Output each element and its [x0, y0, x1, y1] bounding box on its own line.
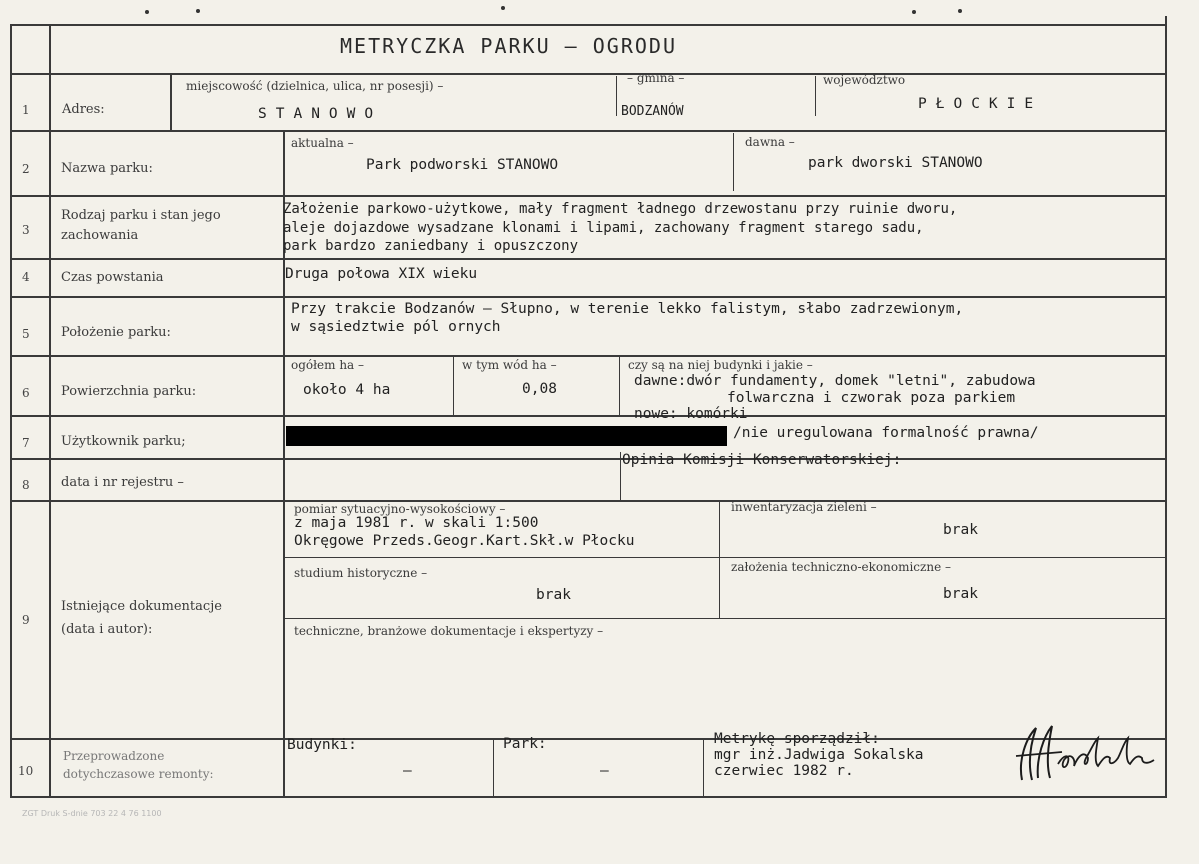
locality-value: STANOWO	[258, 106, 383, 122]
row-divider	[10, 415, 1167, 417]
form-title: METRYCZKA PARKU – OGRODU	[340, 34, 677, 58]
row-divider	[10, 355, 1167, 357]
row-number-7: 7	[22, 436, 30, 450]
row-number-10: 10	[18, 764, 34, 778]
park-type-text-line3: park bardzo zaniedbany i opuszczony	[283, 238, 579, 254]
survey-text-line2: Okręgowe Przeds.Geogr.Kart.Skł.w Płocku	[294, 533, 635, 549]
scan-mark	[145, 10, 149, 14]
renovations-label-line2: dotychczasowe remonty:	[63, 767, 214, 781]
former-name-value: park dworski STANOWO	[808, 155, 983, 171]
scan-mark	[958, 9, 962, 13]
row-divider	[10, 738, 1167, 740]
row-divider	[10, 73, 1167, 75]
documentation-row-divider	[285, 618, 1165, 619]
row-number-4: 4	[22, 270, 30, 284]
total-area-value: około 4 ha	[303, 382, 391, 398]
author-line1: Metrykę sporządził:	[714, 731, 880, 747]
buildings-divider	[619, 357, 620, 415]
park-type-text-line2: aleje dojazdowe wysadzane klonami i lipami, zachowany fragment starego sadu,	[283, 220, 924, 236]
park-name-label: Nazwa parku:	[61, 161, 153, 176]
row-divider	[10, 195, 1167, 197]
documentation-label-line2: (data i autor):	[61, 622, 153, 637]
conservation-opinion-label: Opinia Komisji Konserwatorskiej:	[622, 452, 902, 468]
voivodeship-divider	[815, 76, 816, 116]
park-user-value: /nie uregulowana formalność prawna/	[733, 425, 1039, 441]
opinion-divider	[620, 452, 621, 500]
park-type-label-line1: Rodzaj parku i stan jego	[61, 208, 221, 223]
park-area-label: Powierzchnia parku:	[61, 384, 197, 399]
voivodeship-value: PŁOCKIE	[918, 96, 1043, 112]
row-number-5: 5	[22, 327, 30, 341]
row-number-8: 8	[22, 478, 30, 492]
author-line2: mgr inż.Jadwiga Sokalska	[714, 747, 924, 763]
frame-bottom	[10, 796, 1167, 798]
locality-label: miejscowość (dzielnica, ulica, nr posesji) –	[186, 79, 444, 93]
survey-text-line1: z maja 1981 r. w skali 1:500	[294, 515, 539, 531]
greenery-inventory-value: brak	[943, 522, 978, 538]
scan-mark	[501, 6, 505, 10]
row-number-6: 6	[22, 386, 30, 400]
buildings-text-line2: folwarczna i czworak poza parkiem	[727, 390, 1016, 406]
historical-study-value: brak	[536, 587, 571, 603]
park-type-label-line2: zachowania	[61, 228, 139, 243]
redaction-bar	[286, 426, 727, 446]
registry-label: data i nr rejestru –	[61, 475, 184, 490]
row-divider	[10, 258, 1167, 260]
gmina-divider	[616, 76, 617, 116]
other-documentation-label: techniczne, branżowe dokumentacje i ekspertyzy –	[294, 624, 604, 638]
row-divider	[10, 130, 1167, 132]
documentation-row-divider	[285, 557, 1165, 558]
label-column-divider	[170, 73, 172, 131]
frame-left	[10, 24, 12, 798]
row-divider	[10, 500, 1167, 502]
park-location-text-line1: Przy trakcie Bodzanów – Słupno, w terenie lekko falistym, słabo zadrzewionym,	[291, 301, 964, 317]
former-name-divider	[733, 133, 734, 191]
buildings-text-line1: dawne:dwór fundamenty, domek "letni", zabudowa	[634, 373, 1036, 389]
signature	[1008, 720, 1166, 788]
number-column-divider	[49, 24, 51, 798]
greenery-inventory-label: inwentaryzacja zieleni –	[731, 500, 877, 514]
printer-mark: ZGT Druk S-dnie 703 22 4 76 1100	[22, 809, 162, 818]
row-number-9: 9	[22, 613, 30, 627]
renovated-park-value: –	[600, 763, 609, 779]
total-area-label: ogółem ha –	[291, 358, 365, 372]
documentation-divider	[719, 500, 720, 618]
tech-econ-label: założenia techniczno-ekonomiczne –	[731, 560, 951, 574]
renovated-buildings-value: –	[403, 763, 412, 779]
row-number-3: 3	[22, 223, 30, 237]
documentation-label-line1: Istniejące dokumentacje	[61, 599, 222, 614]
area-divider	[453, 357, 454, 415]
survey-label: pomiar sytuacyjno-wysokościowy –	[294, 502, 506, 516]
row-number-1: 1	[22, 103, 30, 117]
scan-mark	[912, 10, 916, 14]
current-name-label: aktualna –	[291, 136, 354, 150]
renovated-buildings-label: Budynki:	[287, 737, 357, 753]
park-type-text-line1: Założenie parkowo-użytkowe, mały fragment ładnego drzewostanu przy ruinie dworu,	[283, 201, 958, 217]
row-divider	[10, 296, 1167, 298]
historical-study-label: studium historyczne –	[294, 566, 428, 580]
renovated-park-label: Park:	[503, 736, 547, 752]
frame-right	[1165, 16, 1167, 798]
frame-top	[10, 24, 1167, 26]
water-area-label: w tym wód ha –	[462, 358, 557, 372]
park-user-label: Użytkownik parku;	[61, 434, 186, 449]
park-location-label: Położenie parku:	[61, 325, 171, 340]
gmina-label: – gmina –	[627, 71, 685, 85]
renovations-label-line1: Przeprowadzone	[63, 749, 165, 763]
row-divider	[10, 458, 1167, 460]
row-number-2: 2	[22, 162, 30, 176]
address-label: Adres:	[62, 102, 105, 117]
voivodeship-label: województwo	[823, 73, 906, 87]
scan-mark	[196, 9, 200, 13]
author-line3: czerwiec 1982 r.	[714, 763, 854, 779]
tech-econ-value: brak	[943, 586, 978, 602]
renovation-divider	[703, 738, 704, 798]
renovation-divider	[493, 738, 494, 798]
water-area-value: 0,08	[522, 381, 557, 397]
buildings-question-label: czy są na niej budynki i jakie –	[628, 358, 813, 372]
current-name-value: Park podworski STANOWO	[366, 157, 559, 173]
buildings-text-line3: nowe: komórki	[634, 406, 748, 422]
creation-time-value: Druga połowa XIX wieku	[285, 266, 478, 282]
creation-time-label: Czas powstania	[61, 270, 164, 285]
former-name-label: dawna –	[745, 135, 795, 149]
park-location-text-line2: w sąsiedztwie pól ornych	[291, 319, 501, 335]
gmina-value: BODZANÓW	[621, 104, 684, 119]
